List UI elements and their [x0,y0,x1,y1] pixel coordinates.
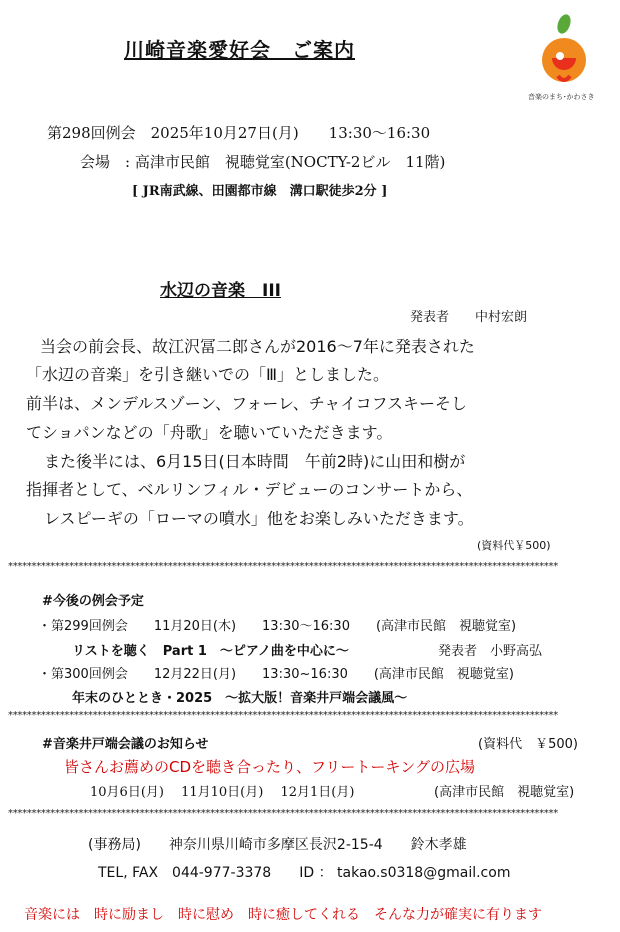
meeting-date: 第298回例会 2025年10月27日(月) 13:30〜16:30 [47,124,431,142]
divider: ********************************************************************************************************************* [8,710,558,721]
footer-message: 音楽には 時に励まし 時に慰め 時に癒してくれる そんな力が確実に有ります [24,907,542,923]
body-line: 「水辺の音楽」を引き継いでの「Ⅲ」としました。 [26,365,390,384]
body-line: 当会の前会長、故江沢冨二郎さんが2016〜7年に発表された [40,337,475,356]
schedule-item-299-title: リストを聴く Part 1 〜ピアノ曲を中心に〜 [72,644,349,659]
body-line: 指揮者として、ベルリンフィル・デビューのコンサートから、 [26,480,473,499]
idobata-heading: #音楽井戸端会議のお知らせ [42,737,209,752]
meeting-venue: 会場 : 高津市民館 視聴覚室(NOCTY-2ビル 11階) [80,153,446,171]
office-contact: TEL, FAX 044-977-3378 ID ： takao.s0318@gmail.com [98,865,511,881]
body-line: 前半は、メンデルスゾーン、フォーレ、チャイコフスキーそし [26,394,467,413]
program-presenter: 発表者 中村宏朗 [410,310,528,325]
schedule-item-300: ・第300回例会 12月22日(月) 13:30~16:30 (高津市民館 視聴覚室) [38,667,515,682]
idobata-place: (高津市民館 視聴覚室) [434,785,575,800]
program-fee: (資料代￥500) [477,539,551,552]
program-title: 水辺の音楽 III [160,281,281,301]
idobata-fee: (資料代 ￥500) [478,737,578,752]
idobata-dates: 10月6日(月) 11月10日(月) 12月1日(月) [90,785,355,800]
schedule-item-299: ・第299回例会 11月20日(木) 13:30〜16:30 (高津市民館 視聴覚室) [38,619,517,634]
schedule-heading: #今後の例会予定 [42,594,144,609]
idobata-tagline: 皆さんお薦めのCDを聴き合ったり、フリートーキングの広場 [64,758,475,776]
divider: ********************************************************************************************************************* [8,808,558,819]
music-city-logo-icon [538,10,590,90]
page-title: 川崎音楽愛好会 ご案内 [124,38,355,62]
venue-access: [ JR南武線、田園都市線 溝口駅徒歩2分 ] [132,184,388,199]
schedule-item-299-presenter: 発表者 小野高弘 [438,644,543,659]
office-address: (事務局) 神奈川県川崎市多摩区長沢2-15-4 鈴木孝雄 [88,837,467,853]
body-line: てショパンなどの「舟歌」を聴いていただきます。 [26,423,393,442]
body-line: また後半には、6月15日(日本時間 午前2時)に山田和樹が [44,452,466,471]
logo-caption: 音楽のまち･かわさき [528,93,595,101]
divider: ********************************************************************************************************************* [8,561,558,572]
schedule-item-300-title: 年末のひととき・2025 〜拡大版！音楽井戸端会議風〜 [72,691,408,706]
body-line: レスピーギの「ローマの噴水」他をお楽しみいただきます。 [44,509,474,528]
